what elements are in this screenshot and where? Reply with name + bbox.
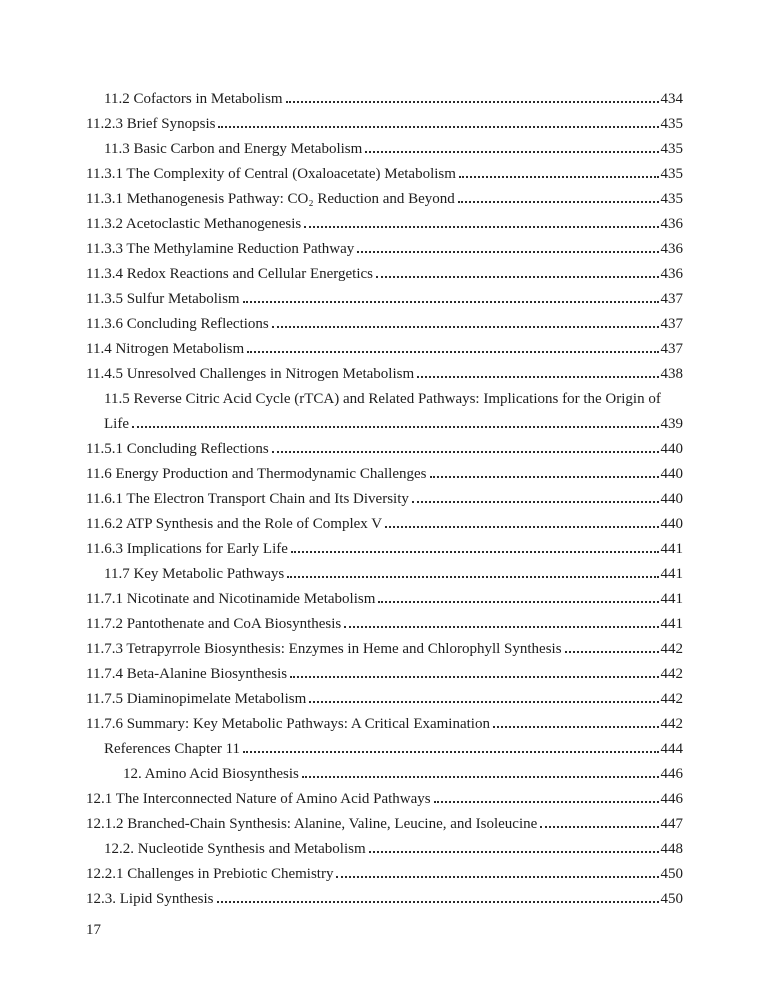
toc-entry[interactable] (86, 812, 683, 837)
toc-entry-title: References Chapter 11 (104, 741, 241, 757)
toc-entry-page: 437 (660, 316, 683, 332)
toc-entry-title: 12.1 The Interconnected Nature of Amino Acid Pathways (86, 791, 431, 807)
toc-entry-title: 11.6.2 ATP Synthesis and the Role of Complex V (86, 516, 383, 532)
toc-entry-page: 435 (660, 116, 683, 132)
toc-entry-title: 11.6.3 Implications for Early Life (86, 541, 288, 557)
dot-leader (247, 351, 658, 353)
toc-entry-title: 11.7.5 Diaminopimelate Metabolism (86, 691, 307, 707)
dot-leader (218, 126, 658, 128)
toc-entry[interactable] (86, 887, 683, 912)
dot-leader (376, 276, 658, 278)
toc-entry-page: 450 (660, 891, 683, 907)
toc-entry[interactable] (86, 637, 683, 662)
toc-entry[interactable] (86, 762, 683, 787)
toc-entry-page: 441 (660, 541, 683, 557)
toc-entry[interactable] (86, 612, 683, 637)
dot-leader (291, 551, 659, 553)
page-number-footer: 17 (86, 922, 101, 938)
toc-entry[interactable] (86, 137, 683, 162)
dot-leader (540, 826, 658, 828)
toc-entry[interactable] (86, 562, 683, 587)
dot-leader (378, 601, 658, 603)
toc-entry[interactable] (86, 87, 683, 112)
toc-entry-title: 11.2 Cofactors in Metabolism (104, 91, 283, 107)
toc-entry-title: 12.3. Lipid Synthesis (86, 891, 214, 907)
toc-entry-page: 450 (660, 866, 683, 882)
toc-entry-title: 12.2. Nucleotide Synthesis and Metabolism (104, 841, 366, 857)
toc-entry-page: 434 (660, 91, 683, 107)
toc-entry[interactable] (86, 162, 683, 187)
table-of-contents (86, 87, 683, 912)
toc-entry[interactable] (86, 487, 683, 512)
toc-entry-page: 436 (660, 216, 683, 232)
toc-entry-title: 11.4.5 Unresolved Challenges in Nitrogen Metabolism (86, 366, 415, 382)
dot-leader (272, 326, 659, 328)
toc-entry-title: 11.3.5 Sulfur Metabolism (86, 291, 240, 307)
dot-leader (304, 226, 658, 228)
toc-entry-title: 11.4 Nitrogen Metabolism (86, 341, 245, 357)
toc-entry[interactable] (86, 862, 683, 887)
toc-entry-page: 441 (660, 566, 683, 582)
dot-leader (565, 651, 659, 653)
toc-entry-title: 11.2.3 Brief Synopsis (86, 116, 216, 132)
toc-entry[interactable] (86, 362, 683, 387)
toc-entry-page: 437 (660, 341, 683, 357)
toc-entry-title: 11.7.1 Nicotinate and Nicotinamide Metabolism (86, 591, 376, 607)
toc-entry[interactable] (86, 387, 683, 412)
toc-entry[interactable] (86, 712, 683, 737)
toc-entry-title: 11.3.1 Methanogenesis Pathway: CO₂ Reduction and Beyond (86, 191, 455, 207)
dot-leader (243, 751, 658, 753)
dot-leader (132, 426, 659, 428)
toc-entry[interactable] (86, 662, 683, 687)
dot-leader (493, 726, 659, 728)
toc-entry-title: 12.2.1 Challenges in Prebiotic Chemistry (86, 866, 334, 882)
toc-entry-page: 447 (660, 816, 683, 832)
toc-entry-title: 11.7.4 Beta-Alanine Biosynthesis (86, 666, 288, 682)
toc-entry-title: 11.7.3 Tetrapyrrole Biosynthesis: Enzymes in Heme and Chlorophyll Synthesis (86, 641, 562, 657)
toc-entry-title: 11.3 Basic Carbon and Energy Metabolism (104, 141, 363, 157)
dot-leader (302, 776, 659, 778)
toc-entry-page: 441 (660, 616, 683, 632)
toc-entry[interactable] (86, 787, 683, 812)
toc-entry[interactable] (86, 737, 683, 762)
toc-entry[interactable] (86, 587, 683, 612)
toc-entry[interactable] (86, 687, 683, 712)
toc-entry[interactable] (86, 287, 683, 312)
toc-entry-page: 440 (660, 516, 683, 532)
toc-entry-title: 11.3.4 Redox Reactions and Cellular Energetics (86, 266, 374, 282)
toc-entry-page: 441 (660, 591, 683, 607)
dot-leader (459, 176, 659, 178)
dot-leader (286, 101, 659, 103)
toc-entry[interactable] (86, 237, 683, 262)
toc-entry-title: 11.3.2 Acetoclastic Methanogenesis (86, 216, 302, 232)
toc-entry-title: 11.6 Energy Production and Thermodynamic Challenges (86, 466, 427, 482)
toc-entry-title: 12.1.2 Branched-Chain Synthesis: Alanine, Valine, Leucine, and Isoleucine (86, 816, 538, 832)
dot-leader (434, 801, 659, 803)
dot-leader (357, 251, 658, 253)
toc-entry[interactable] (86, 537, 683, 562)
dot-leader (336, 876, 658, 878)
toc-entry-page: 446 (660, 791, 683, 807)
dot-leader (309, 701, 658, 703)
toc-entry-page: 448 (660, 841, 683, 857)
toc-entry-page: 435 (660, 141, 683, 157)
dot-leader (344, 626, 658, 628)
dot-leader (385, 526, 658, 528)
toc-entry-title: 11.6.1 The Electron Transport Chain and Its Diversity (86, 491, 409, 507)
toc-entry-page: 440 (660, 466, 683, 482)
toc-entry-page: 438 (660, 366, 683, 382)
toc-entry-title: 11.3.1 The Complexity of Central (Oxaloacetate) Metabolism (86, 166, 456, 182)
toc-entry-title: Life (104, 416, 129, 432)
toc-entry-page: 435 (660, 166, 683, 182)
toc-entry-title: 12. Amino Acid Biosynthesis (123, 766, 299, 782)
toc-entry-title: 11.7 Key Metabolic Pathways (104, 566, 285, 582)
dot-leader (412, 501, 659, 503)
dot-leader (369, 851, 659, 853)
toc-entry-page: 440 (660, 441, 683, 457)
toc-entry[interactable] (86, 437, 683, 462)
toc-entry-title: 11.3.3 The Methylamine Reduction Pathway (86, 241, 355, 257)
toc-entry-page: 442 (660, 641, 683, 657)
toc-entry-page: 442 (660, 691, 683, 707)
toc-entry-page: 444 (660, 741, 683, 757)
dot-leader (243, 301, 659, 303)
toc-entry-title: 11.3.6 Concluding Reflections (86, 316, 269, 332)
toc-entry[interactable] (86, 462, 683, 487)
toc-entry-page: 442 (660, 666, 683, 682)
toc-entry-continuation[interactable] (86, 412, 683, 437)
toc-entry-page: 436 (660, 266, 683, 282)
toc-entry-page: 440 (660, 491, 683, 507)
dot-leader (458, 201, 659, 203)
toc-entry[interactable] (86, 837, 683, 862)
dot-leader (290, 676, 658, 678)
toc-entry-page: 446 (660, 766, 683, 782)
toc-entry[interactable] (86, 112, 683, 137)
toc-entry-page: 436 (660, 241, 683, 257)
toc-entry-page: 442 (660, 716, 683, 732)
toc-entry[interactable] (86, 187, 683, 212)
toc-entry[interactable] (86, 512, 683, 537)
toc-entry-page: 439 (660, 416, 683, 432)
dot-leader (430, 476, 659, 478)
toc-entry-page: 435 (660, 191, 683, 207)
dot-leader (365, 151, 658, 153)
toc-entry[interactable] (86, 212, 683, 237)
toc-entry-title: 11.5 Reverse Citric Acid Cycle (rTCA) and Related Pathways: Implications for the Origin of (104, 391, 661, 407)
toc-entry-title: 11.7.2 Pantothenate and CoA Biosynthesis (86, 616, 342, 632)
toc-entry[interactable] (86, 262, 683, 287)
toc-entry[interactable] (86, 312, 683, 337)
toc-entry-page: 437 (660, 291, 683, 307)
toc-entry-title: 11.5.1 Concluding Reflections (86, 441, 269, 457)
toc-entry[interactable] (86, 337, 683, 362)
dot-leader (272, 451, 659, 453)
dot-leader (287, 576, 658, 578)
dot-leader (217, 901, 659, 903)
dot-leader (417, 376, 658, 378)
toc-entry-title: 11.7.6 Summary: Key Metabolic Pathways: A Critical Examination (86, 716, 490, 732)
